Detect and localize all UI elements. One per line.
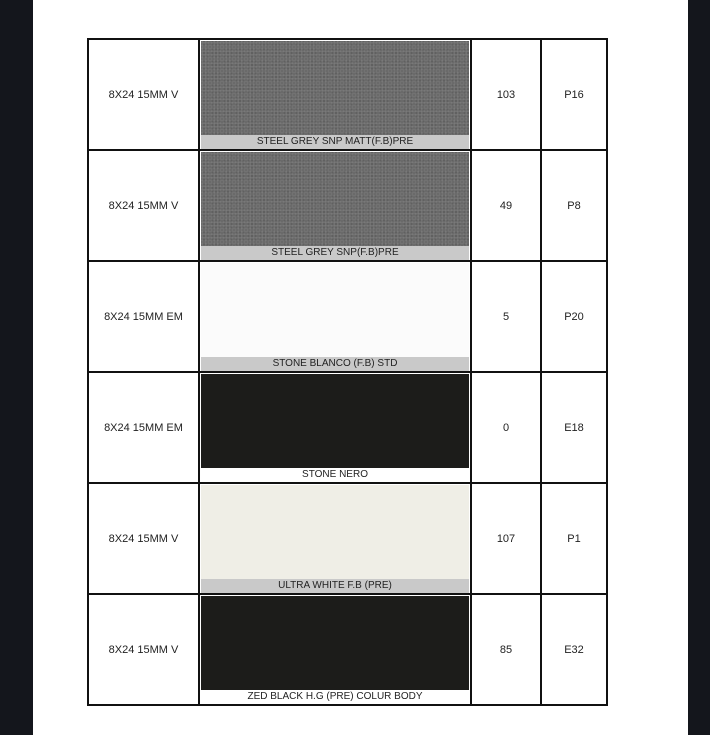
tile-swatch xyxy=(201,374,469,468)
tile-swatch xyxy=(201,41,469,135)
quantity-cell: 85 xyxy=(471,594,541,705)
table-row xyxy=(88,483,607,594)
tile-image-cell xyxy=(199,261,471,372)
design-name: STONE BLANCO (F.B) STD xyxy=(201,357,469,371)
location-cell: P1 xyxy=(541,483,607,594)
location-cell: P16 xyxy=(541,39,607,150)
size-cell: 8X24 15MM V xyxy=(88,39,199,150)
location-cell: E32 xyxy=(541,594,607,705)
location-cell: E18 xyxy=(541,372,607,483)
tile-image-cell xyxy=(199,150,471,261)
design-name: ULTRA WHITE F.B (PRE) xyxy=(201,579,469,593)
location-cell: P20 xyxy=(541,261,607,372)
quantity-cell: 0 xyxy=(471,372,541,483)
size-cell: 8X24 15MM V xyxy=(88,594,199,705)
size-cell: 8X24 15MM V xyxy=(88,483,199,594)
tile-image-cell xyxy=(199,483,471,594)
location-cell: P8 xyxy=(541,150,607,261)
tile-swatch xyxy=(201,152,469,246)
tile-stock-table xyxy=(87,38,608,706)
table-row xyxy=(88,39,607,150)
size-cell: 8X24 15MM V xyxy=(88,150,199,261)
tile-image-cell xyxy=(199,39,471,150)
quantity-cell: 5 xyxy=(471,261,541,372)
document-page xyxy=(33,0,688,735)
table-row xyxy=(88,594,607,705)
size-cell: 8X24 15MM EM xyxy=(88,372,199,483)
tile-image-cell xyxy=(199,594,471,705)
tile-swatch xyxy=(201,596,469,690)
design-name: STEEL GREY SNP MATT(F.B)PRE xyxy=(201,135,469,149)
table-row xyxy=(88,372,607,483)
quantity-cell: 103 xyxy=(471,39,541,150)
table-row xyxy=(88,261,607,372)
design-name: STEEL GREY SNP(F.B)PRE xyxy=(201,246,469,260)
tile-swatch xyxy=(201,263,469,357)
size-cell: 8X24 15MM EM xyxy=(88,261,199,372)
design-name: ZED BLACK H.G (PRE) COLUR BODY xyxy=(201,690,469,704)
tile-image-cell xyxy=(199,372,471,483)
table-row xyxy=(88,150,607,261)
quantity-cell: 49 xyxy=(471,150,541,261)
design-name: STONE NERO xyxy=(201,468,469,482)
quantity-cell: 107 xyxy=(471,483,541,594)
tile-swatch xyxy=(201,485,469,579)
